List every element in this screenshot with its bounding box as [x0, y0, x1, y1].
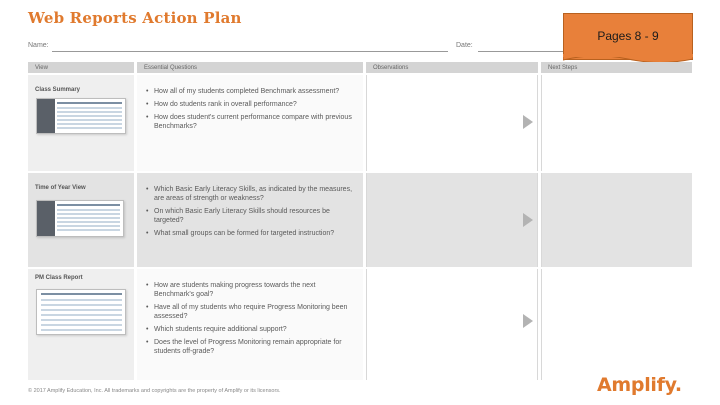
report-thumbnail: [36, 98, 126, 134]
list-item: • On which Basic Early Literacy Skills should resources be targeted?: [145, 207, 357, 225]
column-header-observations: Observations: [366, 62, 538, 73]
list-item: • How does student's current performance compare with previous Benchmarks?: [145, 113, 357, 131]
arrow-right-icon: [523, 115, 533, 129]
view-cell: [28, 269, 134, 380]
view-title: PM Class Report: [35, 275, 83, 281]
next-steps-cell[interactable]: [541, 75, 692, 171]
list-item: • What small groups can be formed for targeted instruction?: [145, 229, 357, 238]
next-steps-cell[interactable]: [541, 173, 692, 267]
question-list: [145, 87, 357, 135]
pages-badge: [563, 13, 693, 60]
column-header-view: View: [28, 62, 134, 73]
name-label: Name:: [28, 42, 49, 49]
name-field[interactable]: [28, 40, 448, 52]
list-item: • Does the level of Progress Monitoring remain appropriate for students off-grade?: [145, 338, 357, 356]
list-item: • How all of my students completed Benchmark assessment?: [145, 87, 357, 96]
observations-cell[interactable]: [366, 269, 538, 380]
arrow-right-icon: [523, 314, 533, 328]
table-row: [28, 173, 692, 267]
view-title: Class Summary: [35, 87, 81, 93]
arrow-right-icon: [523, 213, 533, 227]
view-cell: [28, 173, 134, 267]
page-title: Web Reports Action Plan: [28, 9, 242, 27]
list-item: • How are students making progress towards the next Benchmark's goal?: [145, 281, 357, 299]
list-item: • Which students require additional support?: [145, 325, 357, 334]
column-header-questions: Essential Questions: [137, 62, 363, 73]
table-row: [28, 269, 692, 380]
questions-cell: [137, 173, 363, 267]
amplify-logo: Amplify.: [597, 374, 682, 396]
observations-cell[interactable]: [366, 75, 538, 171]
copyright-notice: © 2017 Amplify Education, Inc. All trademarks and copyrights are the property of Amplify or its licensors.: [28, 388, 281, 394]
next-steps-cell[interactable]: [541, 269, 692, 380]
report-thumbnail: [36, 200, 124, 237]
pages-badge-text: Pages 8 - 9: [597, 29, 659, 43]
list-item: • Have all of my students who require Progress Monitoring been assessed?: [145, 303, 357, 321]
date-label: Date:: [456, 42, 473, 49]
view-cell: [28, 75, 134, 171]
view-title: Time of Year View: [35, 185, 86, 191]
question-list: [145, 281, 357, 360]
questions-cell: [137, 75, 363, 171]
column-header-next-steps: Next Steps: [541, 62, 692, 73]
action-plan-table: [28, 62, 692, 380]
list-item: • How do students rank in overall performance?: [145, 100, 357, 109]
question-list: [145, 185, 357, 242]
table-row: [28, 75, 692, 171]
list-item: • Which Basic Early Literacy Skills, as indicated by the measures, are areas of strength or weakness?: [145, 185, 357, 203]
report-thumbnail: [36, 289, 126, 335]
questions-cell: [137, 269, 363, 380]
observations-cell[interactable]: [366, 173, 538, 267]
name-underline: [52, 51, 448, 52]
